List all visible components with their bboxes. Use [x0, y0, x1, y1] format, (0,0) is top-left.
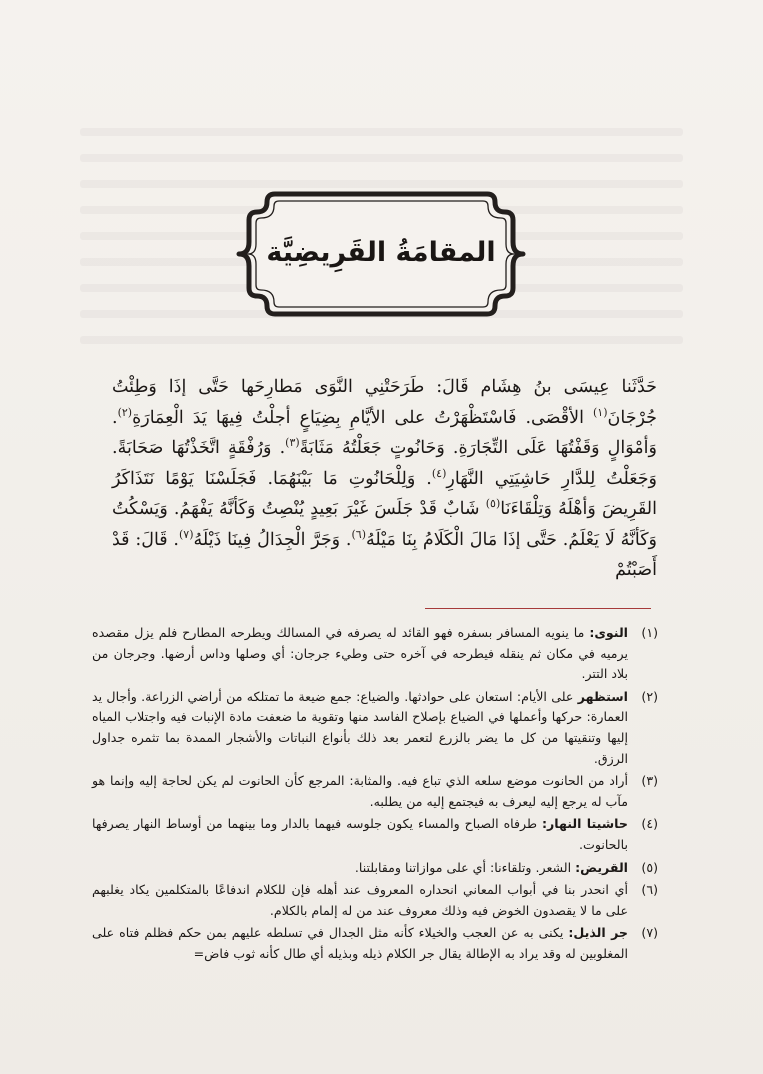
- page-title: المقامَةُ القَرِيضِيَّة: [266, 237, 496, 268]
- footnote-ref[interactable]: (١): [593, 405, 608, 419]
- footnote-divider: [425, 608, 651, 609]
- footnote-number: (٣): [641, 773, 658, 789]
- footnote-1: [92, 623, 658, 685]
- footnote-ref[interactable]: (٢): [117, 405, 133, 419]
- footnote-body: [92, 858, 628, 879]
- footnote-term: جر الذيل:: [568, 925, 628, 941]
- text-segment: . وَلِلْحَانُوتِ مَا بَيْنَهُمَا. فَجَلَسْنَا يَوْمًا نَتَذَاكَرُ القَرِيضَ وَأهْلَهُ وَتِلْقَاءَنَا: [112, 468, 657, 519]
- bleed-through-line: [80, 128, 683, 136]
- footnote-body: [92, 923, 628, 964]
- footnote-number: (٧): [641, 925, 658, 941]
- footnote-text: طرفاه الصباح والمساء يكون جلوسه فيهما بالدار وما بينهما من أوساط النهار يصرفها بالحانوت.: [92, 816, 628, 852]
- bleed-through-line: [80, 336, 683, 344]
- text-segment: . قَالَ: قَدْ أَصَبْتُمْ: [112, 529, 657, 580]
- footnote-7: [92, 923, 658, 964]
- text-segment: شَابٌ قَدْ جَلَسَ غَيْرَ بَعِيدٍ يُنْصِتُ وَكَأنَّهُ يَفْهَمُ. وَيَسْكُتُ وَكَأنَّهُ لَا يَعْلَمُ. حَتَّى إذَا مَالَ الْكَلَامُ بِنَا مَيْلَهُ: [112, 499, 657, 550]
- footnote-number: (٢): [641, 688, 658, 704]
- footnote-number: (٤): [641, 816, 658, 832]
- footnote-ref[interactable]: (٦): [351, 527, 366, 541]
- footnote-ref[interactable]: (٣): [285, 436, 300, 450]
- footnote-2: [92, 687, 658, 769]
- footnote-body: [92, 814, 628, 855]
- footnote-term: استظهر: [577, 688, 628, 704]
- footnote-term: القريض:: [575, 859, 628, 875]
- footnote-term: حاشيتا النهار:: [541, 816, 628, 832]
- footnote-text: أي انحدر بنا في أبواب المعاني انحداره المعروف عند أهله فإن للكلام اندفاعًا بالمتكلمين يكاد يغلبهم على ما لا يقصدون الخوض فيه وذلك معروف عند من له إلمام بالكلام.: [92, 882, 628, 918]
- footnote-text: على الأيام: استعان على حوادثها. والضياع: جمع ضيعة ما تمتلكه من أراضي الزراعة. وأجال يد العمارة: حركها وأعملها في الضياع بإصلاح الفاسد منها وتقوية ما ضعفت مادة الإنبات فيه واجتلاب المياه إليها وتنقيتها من كل ما يضر بالزرع لتعمر بعد ذلك بأنواع النباتات والأشجار الممدة بما تثمره جداول الرزق.: [92, 688, 628, 766]
- main-paragraph: [112, 372, 657, 586]
- footnote-number: (٦): [641, 882, 658, 898]
- footnotes: [92, 623, 658, 967]
- footnote-text: الشعر. وتلقاءنا: أي على موازاتنا ومقابلتنا.: [354, 859, 576, 875]
- footnote-3: [92, 771, 658, 812]
- footnote-text: ما ينويه المسافر بسفره فهو القائد له يصرفه في المسالك ويطرحه المطارح فلم يزل مقصده يرميه في مكان ثم ينقله فيطرحه في آخره حتى وطيء جرجان: أي وصلها وداس أرضها. وجرجان من بلاد التتر.: [92, 625, 628, 682]
- text-segment: . وَجَرَّ الْجِدَالُ فِينَا ذَيْلَهُ: [193, 529, 352, 550]
- footnote-body: [92, 880, 628, 921]
- footnote-ref[interactable]: (٧): [179, 527, 194, 541]
- footnote-body: [92, 771, 628, 812]
- main-text: [112, 372, 657, 586]
- footnote-6: [92, 880, 658, 921]
- bleed-through-line: [80, 154, 683, 162]
- title-frame: [233, 186, 529, 322]
- footnote-4: [92, 814, 658, 855]
- footnote-number: (٥): [641, 859, 658, 875]
- footnote-text: يكنى به عن العجب والخيلاء كأنه مثل الجدال في تسلطه عليهم بمن حكم فظلم فتاه على المغلوبين له وقد يراد به الإطالة يقال جر الكلام ذيله وبذيله أي طال كأنه ثوب فاض=: [92, 925, 628, 961]
- text-segment: الأقْصَى. فَاسْتَظْهَرْتُ على الأيَّامِ بِضِيَاعٍ أجلْتُ فِيهَا يَدَ الْعِمَارَةِ: [132, 407, 593, 428]
- footnote-ref[interactable]: (٥): [485, 497, 501, 511]
- footnote-5: [92, 858, 658, 879]
- footnote-body: [92, 623, 628, 685]
- text-segment: . وَرُفْقَةٍ اتَّخَذْتُهَا صَحَابَةً. وَجَعَلْتُ لِلدَّارِ حَاشِيَتِي النَّهَارِ: [112, 438, 657, 489]
- text-segment: . وَأمْوَالٍ وَقَفْتُهَا عَلَى التِّجَارَةِ. وَحَانُوتٍ جَعَلْتُهُ مَثَابَةً: [112, 407, 657, 458]
- footnote-ref[interactable]: (٤): [431, 466, 447, 480]
- text-segment: حَدَّثَنا عِيسَى بنُ هِشَام قَالَ: طَرَحَتْنِي النَّوَى مَطارِحَها حَتَّى إذَا وَطِئْتُ جُرْجَانَ: [112, 377, 657, 428]
- footnote-term: النوى:: [589, 625, 628, 640]
- footnote-text: أراد من الحانوت موضع سلعه الذي تباع فيه. والمثابة: المرجع كأن الحانوت لم يكن لحاجة إليه وإنما هو مآب له يرجع إليه ليعرف به فيجتمع إليه من يطلبه.: [92, 773, 628, 809]
- footnote-body: [92, 687, 628, 769]
- footnote-number: (١): [641, 625, 658, 640]
